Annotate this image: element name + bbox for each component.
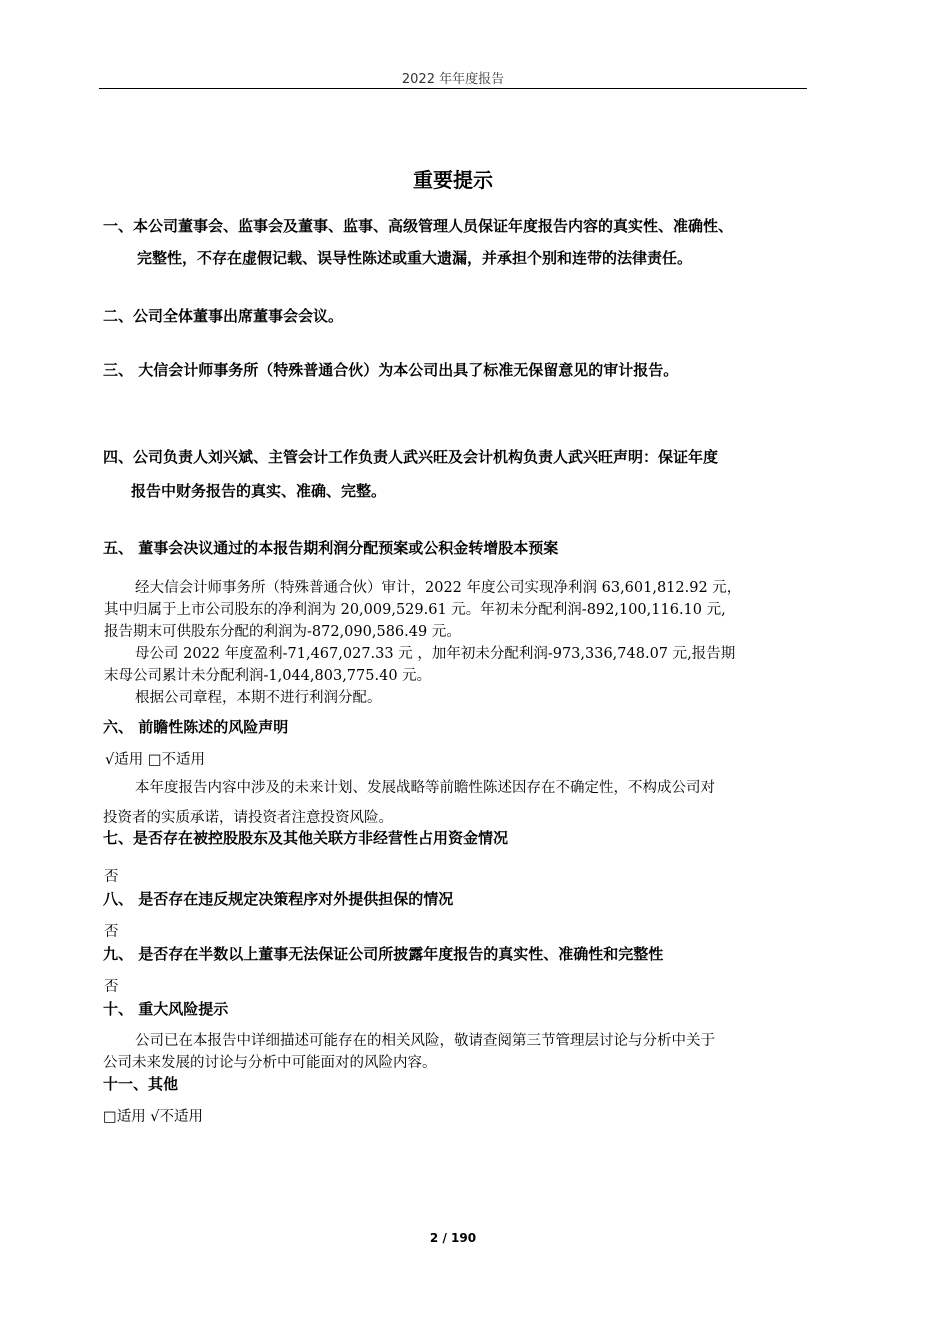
header-rule	[99, 88, 807, 89]
section-6-paragraph-line: 本年度报告内容中涉及的未来计划、发展战略等前瞻性陈述因存在不确定性，不构成公司对	[135, 780, 715, 796]
section-6-paragraph-line: 投资者的实质承诺，请投资者注意投资风险。	[103, 810, 393, 826]
section-11-title: 十一、其他	[103, 1075, 179, 1093]
section-2: 二、公司全体董事出席董事会会议。	[103, 307, 344, 325]
section-9-answer: 否	[104, 979, 119, 995]
section-5-paragraph-line: 末母公司累计未分配利润-1,044,803,775.40 元。	[104, 668, 432, 684]
section-5-paragraph-line: 其中归属于上市公司股东的净利润为 20,009,529.61 元。年初未分配利润-892,100,116.10 元,	[104, 602, 726, 618]
section-11-applicability: □适用 √不适用	[103, 1109, 204, 1125]
section-10-paragraph-line: 公司已在本报告中详细描述可能存在的相关风险，敬请查阅第三节管理层讨论与分析中关于	[135, 1033, 715, 1049]
section-6-applicability: √适用 □不适用	[105, 752, 206, 768]
section-1-line-2: 完整性，不存在虚假记载、误导性陈述或重大遗漏，并承担个别和连带的法律责任。	[137, 249, 693, 267]
section-5-paragraph-line: 根据公司章程，本期不进行利润分配。	[135, 690, 382, 706]
section-5-paragraph-line: 母公司 2022 年度盈利-71,467,027.33 元 ，加年初未分配利润-973,336,748.07 元,报告期	[135, 646, 736, 662]
section-5-title: 五、 董事会决议通过的本报告期利润分配预案或公积金转增股本预案	[103, 539, 559, 557]
running-header-title: 2022 年年度报告	[401, 72, 505, 87]
page-title: 重要提示	[413, 168, 493, 192]
section-8-title: 八、 是否存在违反规定决策程序对外提供担保的情况	[103, 890, 454, 908]
section-7-title: 七、是否存在被控股股东及其他关联方非经营性占用资金情况	[103, 829, 509, 847]
section-10-title: 十、 重大风险提示	[103, 1000, 229, 1018]
section-6-title: 六、 前瞻性陈述的风险声明	[103, 718, 289, 736]
section-5-paragraph-line: 经大信会计师事务所（特殊普通合伙）审计，2022 年度公司实现净利润 63,601,812.92 元，	[135, 580, 742, 596]
section-5-paragraph-line: 报告期末可供股东分配的利润为-872,090,586.49 元。	[104, 624, 461, 640]
section-9-title: 九、 是否存在半数以上董事无法保证公司所披露年度报告的真实性、准确性和完整性	[103, 945, 664, 963]
section-3: 三、 大信会计师事务所（特殊普通合伙）为本公司出具了标准无保留意见的审计报告。	[103, 361, 679, 379]
section-8-answer: 否	[104, 924, 119, 940]
section-1-line-1: 一、本公司董事会、监事会及董事、监事、高级管理人员保证年度报告内容的真实性、准确性、	[103, 217, 734, 235]
section-4-line-1: 四、公司负责人刘兴斌、主管会计工作负责人武兴旺及会计机构负责人武兴旺声明：保证年度	[103, 448, 719, 466]
section-10-paragraph-line: 公司未来发展的讨论与分析中可能面对的风险内容。	[103, 1055, 437, 1071]
section-4-line-2: 报告中财务报告的真实、准确、完整。	[131, 482, 387, 500]
page-number: 2 / 190	[429, 1231, 477, 1245]
section-7-answer: 否	[104, 869, 119, 885]
